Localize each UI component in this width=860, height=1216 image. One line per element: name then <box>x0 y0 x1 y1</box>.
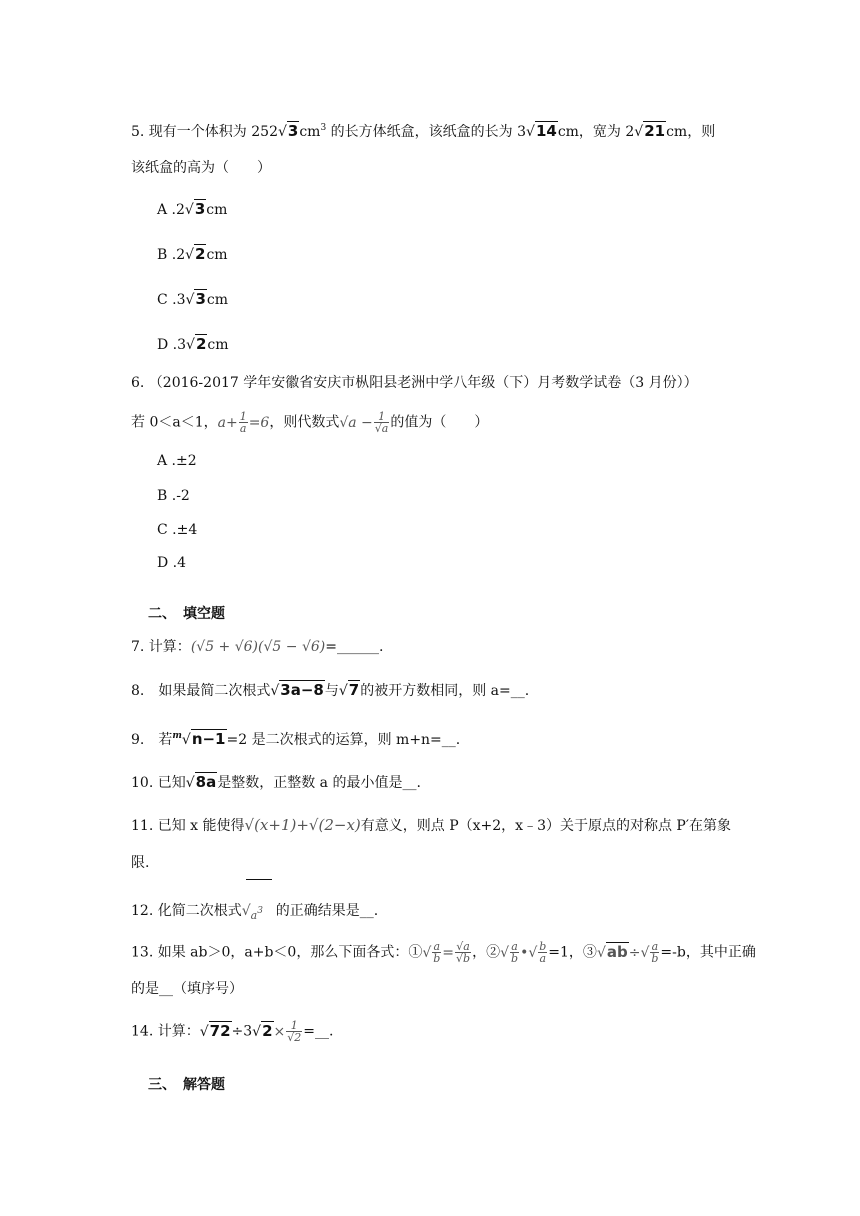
q6-line2: 若 0＜a＜1，a+ $\frac{1}{a}$ =6，则代数式√a − $\frac{1}{√a}$ 的值为（ ） <box>131 410 489 435</box>
q5-text-a: 5. 现有一个体积为 252 <box>131 124 278 140</box>
equation-image: a+ $\frac{1}{a}$ =6 <box>217 410 270 435</box>
q6-option-b: B .-2 <box>157 488 190 504</box>
q5-option-b: B .2√2cm <box>157 245 228 263</box>
radical: √21 <box>634 122 666 140</box>
expression-image: √(x+1)+√(2−x) <box>244 816 361 834</box>
q10: 10. 已知√8a是整数，正整数 a 的最小值是__. <box>131 773 421 791</box>
section-title-solutions: 三、 解答题 <box>148 1077 225 1093</box>
q9: 9. 若$^m$√n−1=2 是二次根式的运算，则 m+n=__. <box>131 730 461 748</box>
expression-image: √ab÷√ $\frac{a}{b}$ <box>596 940 659 965</box>
q14: 14. 计算：√72÷3√2× $\frac{1}{√2}$ =__. <box>131 1019 334 1044</box>
radical: √3 <box>277 122 299 140</box>
q12: 12. 化简二次根式 $√_{a^3}$ 的正确结果是__. <box>131 897 378 922</box>
expression-image: $√_{a^3}$ <box>242 897 276 922</box>
q5-line1: 5. 现有一个体积为 $252√3cm^3$ 的长方体纸盒，该纸盒的长为 3√14cm，宽为 2√21cm，则 <box>131 122 716 140</box>
q6-option-d: D .4 <box>157 555 187 571</box>
expression-image: √a − $\frac{1}{√a}$ <box>339 410 389 435</box>
q5-option-c: C .3√3cm <box>157 290 229 308</box>
q13-line2: 的是__（填序号） <box>131 981 243 997</box>
expression-image: × $\frac{1}{√2}$ <box>273 1019 302 1044</box>
expression-image: √ $\frac{a}{b}$ = $\frac{√a}{√b}$ <box>422 940 471 965</box>
q13-line1: 13. 如果 ab＞0，a+b＜0，那么下面各式：①√ $\frac{a}{b}$ = $\frac{√a}{√b}$ ，②√ $\frac{a}{b}$ •√ $\frac{b}{a}$ =1，③√ab÷√ $\frac{a}{b}$ =-b，其中正确 <box>131 940 756 965</box>
q6-option-a: A .±2 <box>157 453 197 469</box>
q8: 8. 如果最简二次根式√3a−8与√7的被开方数相同，则 a=__. <box>131 681 530 699</box>
q11-line2: 限. <box>131 855 150 871</box>
section-title-fill-blank: 二、 填空题 <box>148 606 225 622</box>
q5-option-d: D .3√2cm <box>157 335 229 353</box>
expression-image: (√5 + √6)(√5 − √6) <box>190 639 326 655</box>
q5-option-a: A .2√3cm <box>157 200 228 218</box>
q6-option-c: C .±4 <box>157 522 198 538</box>
expression-image: √ $\frac{a}{b}$ •√ $\frac{b}{a}$ <box>500 940 547 965</box>
q5-line2: 该纸盒的高为（ ） <box>131 160 271 176</box>
radical: √14 <box>526 122 557 140</box>
q6-line1: 6. （2016-2017 学年安徽省安庆市枞阳县老洲中学八年级（下）月考数学试卷（3 月份）） <box>131 375 698 391</box>
q7: 7. 计算：(√5 + √6)(√5 − √6)=______. <box>131 639 384 655</box>
q11-line1: 11. 已知 x 能使得√(x+1)+√(2−x)有意义，则点 P（x+2，x﹣3）关于原点的对称点 P′在第象 <box>131 816 732 834</box>
